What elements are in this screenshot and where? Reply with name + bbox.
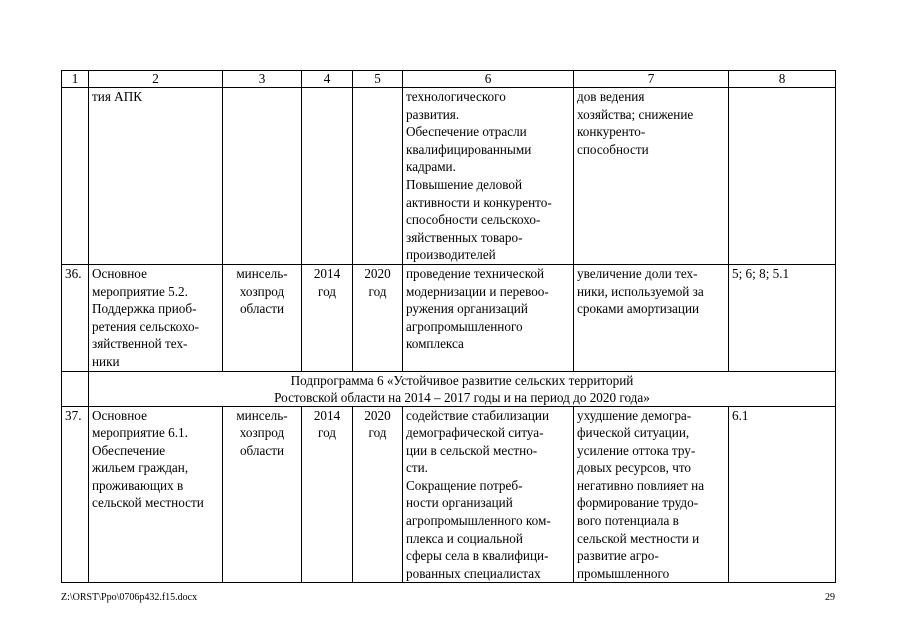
consequences-cell: дов ведения хозяйства; снижение конкуренто- способности: [574, 88, 729, 265]
expected-result-cell: проведение технической модернизации и перевоо- ружения организаций агропромышленного комплекса: [403, 264, 574, 371]
consequences-cell: ухудшение демогра- фической ситуации, усиление оттока тру- довых ресурсов, что негативно повлияет на формирование трудо- вого потенциала в сельской местности и развитие агро- промышленного: [574, 406, 729, 583]
indicator-link-cell: 6.1: [729, 406, 836, 583]
table-row-continuation: [62, 88, 836, 265]
measures-table: [61, 70, 836, 583]
row-number-cell: 37.: [62, 406, 89, 583]
subprogram-title: Подпрограмма 6 «Устойчивое развитие сельских территорий Ростовской области на 2014 – 2017 годы и на период до 2020 года»: [89, 371, 836, 406]
column-number: 7: [574, 71, 729, 88]
end-year-cell: 2020 год: [353, 406, 403, 583]
measure-name-cell: тия АПК: [89, 88, 223, 265]
column-number-header-row: [62, 71, 836, 88]
column-number: 1: [62, 71, 89, 88]
executor-cell: минсель- хозпрод области: [223, 406, 302, 583]
executor-cell: минсель- хозпрод области: [223, 264, 302, 371]
table-row-37: [62, 406, 836, 583]
row-number-cell: [62, 88, 89, 265]
table-row-36: [62, 264, 836, 371]
consequences-cell: увеличение доли тех- ники, используемой за сроками амортизации: [574, 264, 729, 371]
row-number-cell: [62, 371, 89, 406]
indicator-link-cell: 5; 6; 8; 5.1: [729, 264, 836, 371]
column-number: 3: [223, 71, 302, 88]
measure-name-cell: Основное мероприятие 5.2. Поддержка приоб- ретения сельскохо- зяйственной тех- ники: [89, 264, 223, 371]
page-number: 29: [825, 592, 835, 603]
end-year-cell: [353, 88, 403, 265]
indicator-link-cell: [729, 88, 836, 265]
start-year-cell: 2014 год: [302, 264, 353, 371]
footer-file-path: Z:\ORST\Ppo\0706p432.f15.docx: [61, 592, 198, 603]
column-number: 2: [89, 71, 223, 88]
column-number: 6: [403, 71, 574, 88]
executor-cell: [223, 88, 302, 265]
column-number: 5: [353, 71, 403, 88]
column-number: 8: [729, 71, 836, 88]
end-year-cell: 2020 год: [353, 264, 403, 371]
expected-result-cell: содействие стабилизации демографической ситуа- ции в сельской местно- сти. Сокращение потреб- ности организаций агропромышленного ком- плекса и социальной сферы села в квалифици- рованных специалистах: [403, 406, 574, 583]
expected-result-cell: технологического развития. Обеспечение отрасли квалифицированными кадрами. Повышение деловой активности и конкуренто- способности сельскохо- зяйственных товаро- производителей: [403, 88, 574, 265]
measure-name-cell: Основное мероприятие 6.1. Обеспечение жильем граждан, проживающих в сельской местности: [89, 406, 223, 583]
start-year-cell: [302, 88, 353, 265]
column-number: 4: [302, 71, 353, 88]
row-number-cell: 36.: [62, 264, 89, 371]
start-year-cell: 2014 год: [302, 406, 353, 583]
subprogram-row: [62, 371, 836, 406]
